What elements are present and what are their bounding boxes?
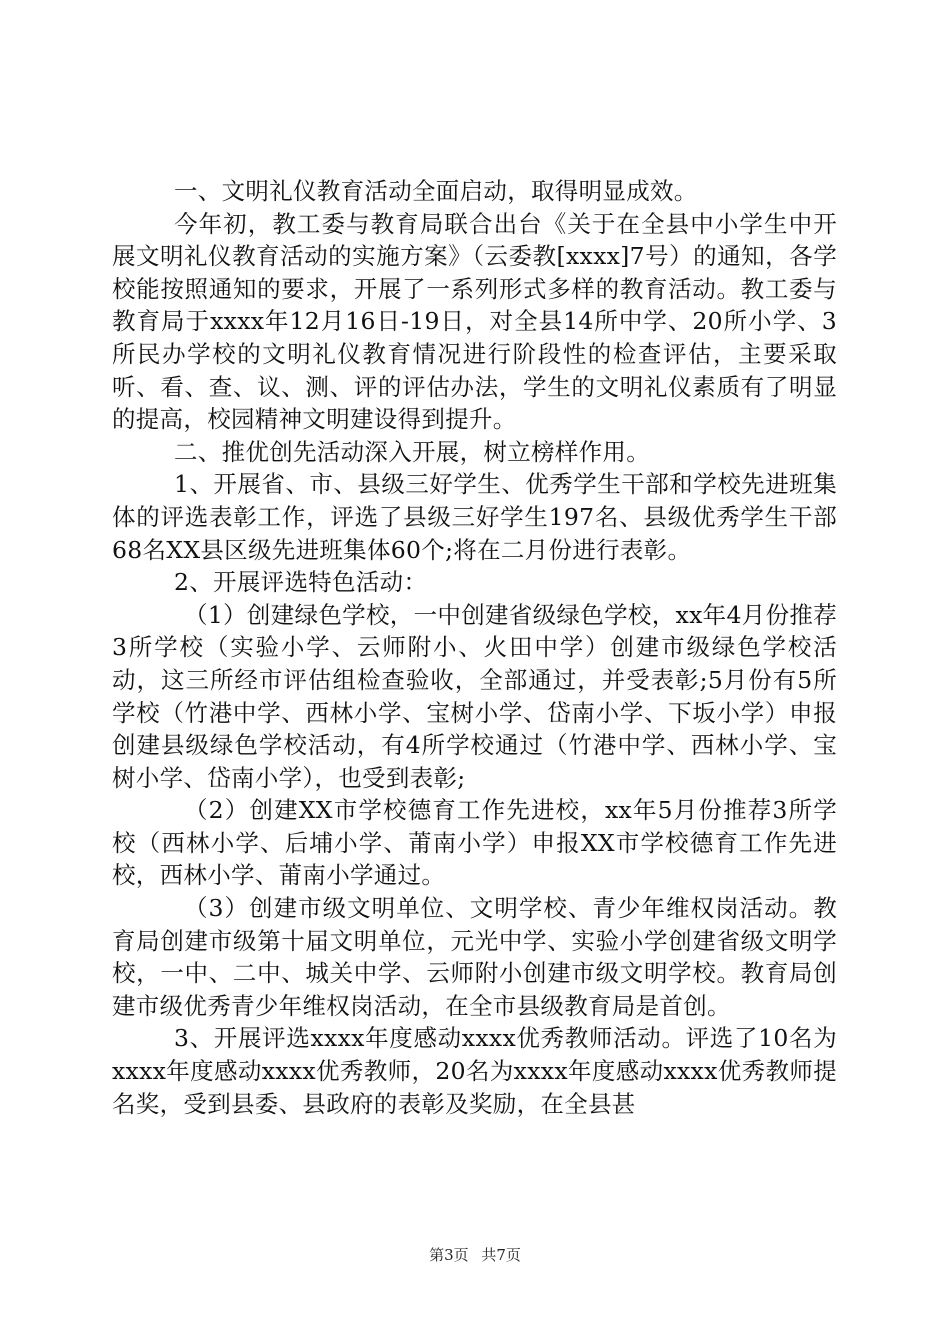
paragraph-etiquette-program: 今年初，教工委与教育局联合出台《关于在全县中小学生中开展文明礼仪教育活动的实施方案》（云委教[xxxx]7号）的通知，各学校能按照通知的要求，开展了一系列形式多样的教育活动。教工委与教育局于xxxx年12月16日-19日，对全县14所中学、20所小学、3所民办学校的文明礼仪教育情况进行阶段性的检查评估，主要采取听、看、查、议、测、评的评估办法，学生的文明礼仪素质有了明显的提高，校园精神文明建设得到提升。	[112, 209, 837, 434]
section-heading-2: 二、推优创先活动深入开展，树立榜样作用。	[174, 437, 650, 466]
document-body	[112, 175, 837, 1120]
paragraph-subitem-3: （3）创建市级文明单位、文明学校、青少年维权岗活动。教育局创建市级第十届文明单位，元光中学、实验小学创建省级文明学校，一中、二中、城关中学、云师附小创建市级文明学校。教育局创建市级优秀青少年维权岗活动，在全市县级教育局是首创。	[112, 894, 837, 1020]
paragraph-subitem-2: （2）创建XX市学校德育工作先进校，xx年5月份推荐3所学校（西林小学、后埔小学、莆南小学）申报XX市学校德育工作先进校，西林小学、莆南小学通过。	[112, 796, 837, 890]
paragraph-item-3: 3、开展评选xxxx年度感动xxxx优秀教师活动。评选了10名为xxxx年度感动xxxx优秀教师，20名为xxxx年度感动xxxx优秀教师提名奖，受到县委、县政府的表彰及奖励，在全县甚	[112, 1024, 837, 1118]
page-total: 共7页	[481, 1246, 521, 1264]
page-number: 第3页	[429, 1246, 469, 1264]
paragraph-item-2: 2、开展评选特色活动：	[174, 568, 428, 597]
paragraph-item-1: 1、开展省、市、县级三好学生、优秀学生干部和学校先进班集体的评选表彰工作，评选了县级三好学生197名、县级优秀学生干部68名XX县区级先进班集体60个;将在二月份进行表彰。	[112, 470, 837, 564]
paragraph-subitem-1: （1）创建绿色学校，一中创建省级绿色学校，xx年4月份推荐3所学校（实验小学、云师附小、火田中学）创建市级绿色学校活动，这三所经市评估组检查验收，全部通过，并受表彰;5月份有5所学校（竹港中学、西林小学、宝树小学、岱南小学、下坂小学）申报创建县级绿色学校活动，有4所学校通过（竹港中学、西林小学、宝树小学、岱南小学），也受到表彰;	[112, 600, 837, 792]
page-footer	[0, 1244, 950, 1265]
section-heading-1: 一、文明礼仪教育活动全面启动，取得明显成效。	[174, 177, 698, 205]
